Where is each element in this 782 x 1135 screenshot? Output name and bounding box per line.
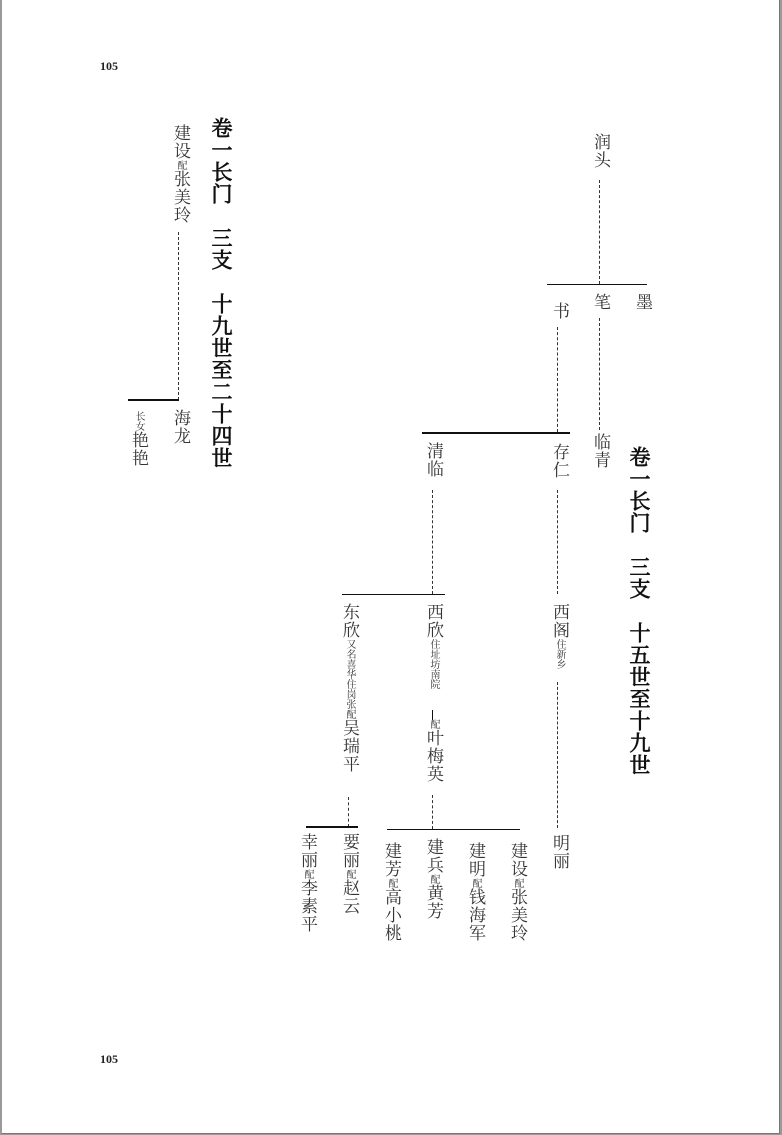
page-number-bottom: 105 xyxy=(100,1052,118,1066)
qinglin: 清临 xyxy=(423,442,443,478)
gen16-sibling-bar xyxy=(547,284,647,285)
child-yaoli: 要丽配赵云 xyxy=(339,833,359,915)
left-father-entry xyxy=(169,124,191,224)
shu-descent-line xyxy=(557,327,558,432)
left-sibling-bar xyxy=(128,399,179,401)
child-jianbing: 建兵配黄芳 xyxy=(423,838,443,920)
xixin-name: 西欣 xyxy=(423,603,443,639)
child-jianshe: 建设配张美玲 xyxy=(507,842,527,942)
left-son: 海龙 xyxy=(170,409,190,445)
gen16-bi: 笔 xyxy=(590,293,610,311)
gen16-shu: 书 xyxy=(549,302,569,320)
xige-name: 西阁 xyxy=(549,603,569,639)
cunren-descent-line xyxy=(557,490,558,594)
left-descent-line xyxy=(178,232,179,400)
left-daughter-entry xyxy=(127,411,149,467)
xixin-spouse: 叶梅英 xyxy=(423,729,443,783)
xixin-descent-line xyxy=(432,795,433,829)
gen18-sibling-bar xyxy=(342,594,445,595)
dongxin-entry xyxy=(338,603,360,773)
left-daughter-prefix: 长女 xyxy=(133,411,144,431)
left-father-name: 建设 xyxy=(170,124,190,160)
xige-descent-line xyxy=(557,682,558,828)
xige-entry xyxy=(548,603,570,669)
dongxin-name: 东欣 xyxy=(339,603,359,639)
xixin-children-bar xyxy=(387,829,520,830)
child-jianfang: 建芳配高小桃 xyxy=(381,842,401,942)
qinglin-descent-line xyxy=(432,490,433,594)
xixin-pei: 配 xyxy=(428,719,439,729)
xige-note: 住新乡 xyxy=(554,639,565,669)
gen16-mo: 墨 xyxy=(632,293,652,311)
cunren: 存仁 xyxy=(549,443,569,479)
bi-descent-line xyxy=(599,318,600,430)
left-father-pei: 配 xyxy=(175,160,186,170)
child-xingli: 幸丽配李素平 xyxy=(297,833,317,933)
xixin-spouse-entry xyxy=(422,719,444,783)
xixin-entry xyxy=(422,603,444,689)
left-daughter-name: 艳艳 xyxy=(128,431,148,467)
gen15-descent-line xyxy=(599,180,600,284)
gen15-runtou: 润头 xyxy=(590,133,610,169)
left-section-title: 卷一长门 三支 十九世至二十四世 xyxy=(209,117,233,469)
child-jianming: 建明配钱海军 xyxy=(465,842,485,942)
mingli: 明丽 xyxy=(549,834,569,870)
dongxin-spouse: 吴瑞平 xyxy=(339,719,359,773)
dongxin-descent-line xyxy=(348,797,349,827)
page-number-top: 105 xyxy=(100,59,118,73)
gen17-sibling-bar xyxy=(422,432,570,434)
linqing: 临青 xyxy=(590,433,610,469)
genealogy-page xyxy=(2,0,780,1134)
dongxin-children-bar xyxy=(306,826,358,828)
right-section-title: 卷一长门 三支 十五世至十九世 xyxy=(627,446,651,776)
dongxin-note: 又名喜华住岗张配 xyxy=(344,639,355,719)
left-father-spouse: 张美玲 xyxy=(170,170,190,224)
xixin-note: 住址坊南院 xyxy=(428,639,439,689)
